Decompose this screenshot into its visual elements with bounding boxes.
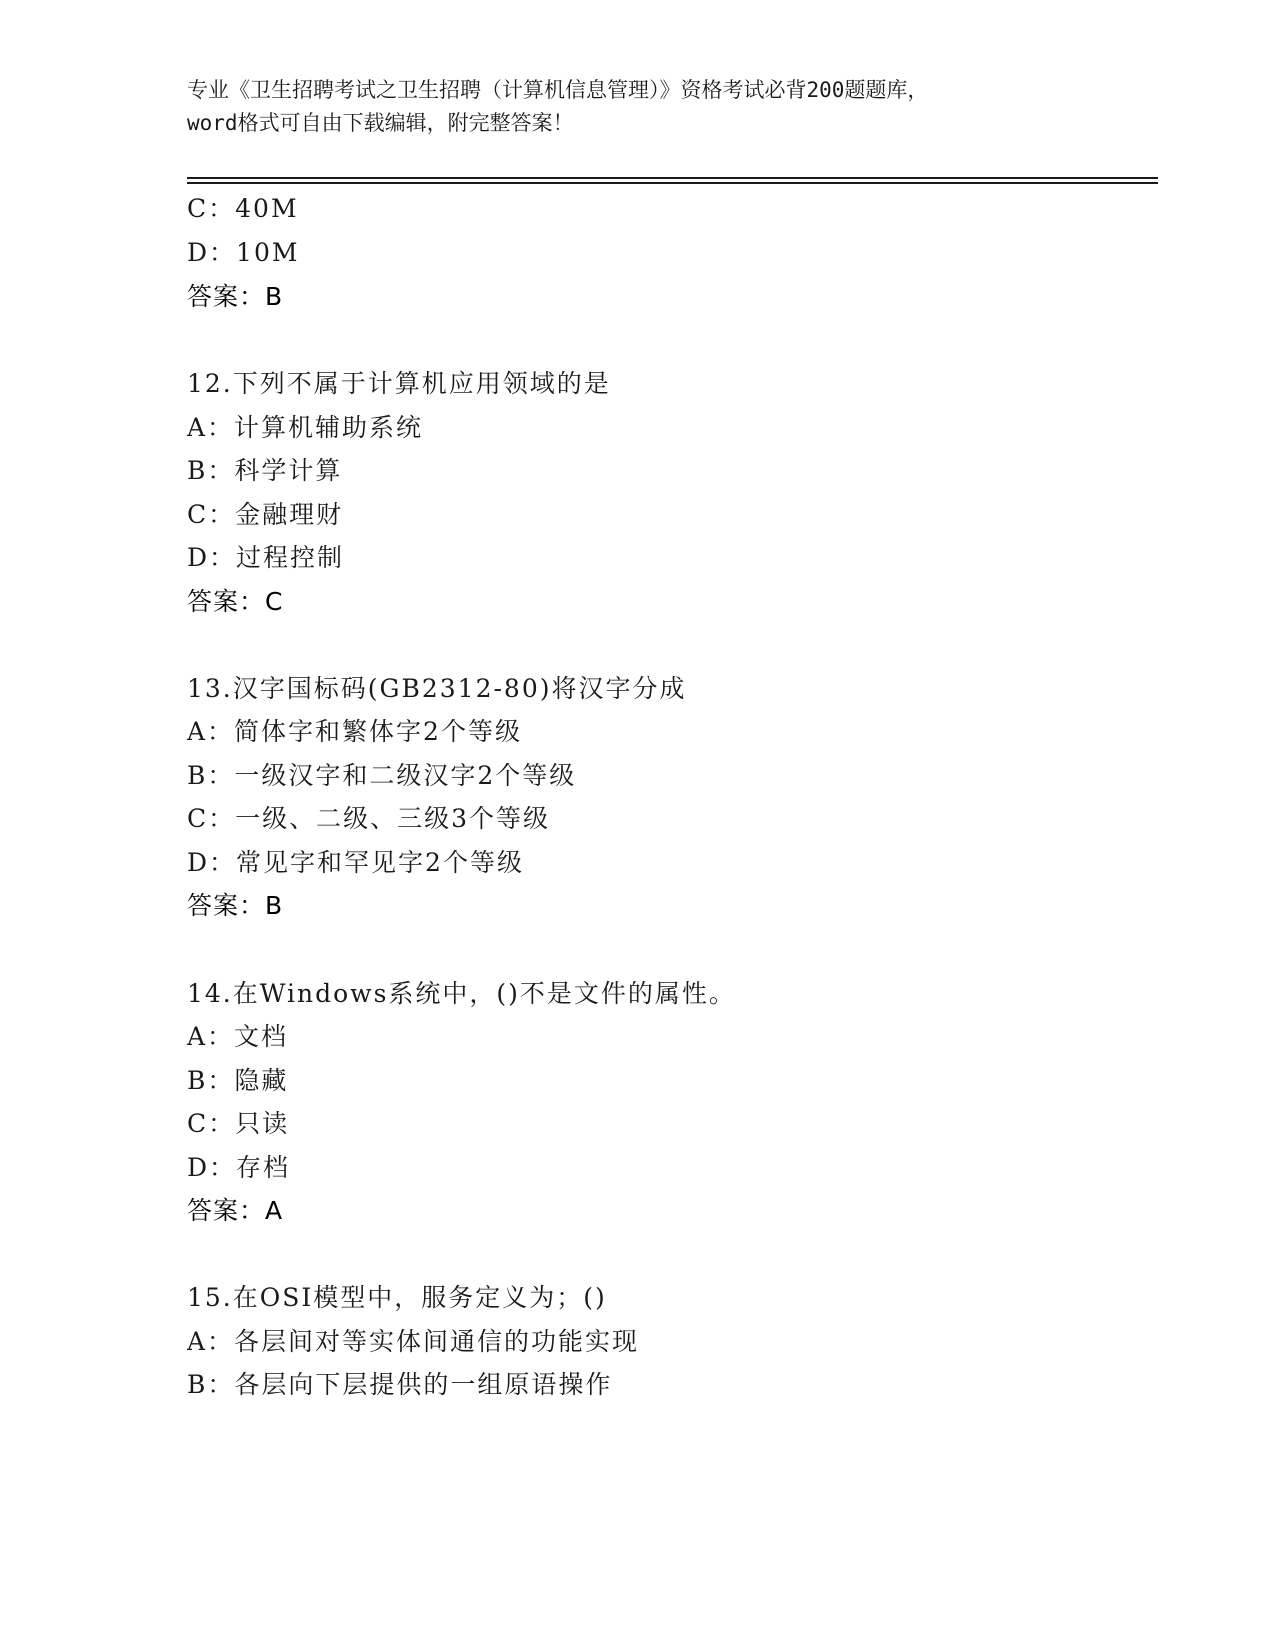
- prev-question-option-d: D：10M: [187, 238, 300, 267]
- question-option: A：计算机辅助系统: [187, 413, 424, 442]
- question-answer: 答案：C: [187, 587, 284, 616]
- question-option: D：过程控制: [187, 543, 345, 572]
- question-answer: 答案：B: [187, 891, 284, 920]
- header-divider-bottom: [187, 182, 1158, 184]
- question-option: A：各层间对等实体间通信的功能实现: [187, 1327, 640, 1356]
- question-option: C：只读: [187, 1109, 290, 1138]
- question-stem: 14.在Windows系统中，()不是文件的属性。: [187, 979, 736, 1008]
- question-option: A：文档: [187, 1022, 289, 1051]
- question-option: C：金融理财: [187, 500, 344, 529]
- prev-question-answer: 答案：B: [187, 282, 284, 311]
- question-stem: 13.汉字国标码(GB2312-80)将汉字分成: [187, 674, 687, 703]
- question-option: D：常见字和罕见字2个等级: [187, 848, 524, 877]
- question-option: B：隐藏: [187, 1066, 289, 1095]
- header-divider-top: [187, 177, 1158, 179]
- header-title-line-1: 专业《卫生招聘考试之卫生招聘（计算机信息管理）》资格考试必背200题题库，: [187, 78, 929, 102]
- question-option: D：存档: [187, 1153, 291, 1182]
- question-option: B：科学计算: [187, 456, 343, 485]
- document-header: [187, 74, 1087, 140]
- prev-question-option-c: C：40M: [187, 194, 299, 223]
- question-option: B：一级汉字和二级汉字2个等级: [187, 761, 577, 790]
- question-stem: 15.在OSI模型中，服务定义为；(): [187, 1283, 607, 1312]
- question-stem: 12.下列不属于计算机应用领域的是: [187, 369, 611, 398]
- question-option: A：简体字和繁体字2个等级: [187, 717, 522, 746]
- question-option: C：一级、二级、三级3个等级: [187, 804, 551, 833]
- header-title-line-2: word格式可自由下载编辑，附完整答案！: [187, 111, 574, 135]
- question-option: B：各层向下层提供的一组原语操作: [187, 1370, 613, 1399]
- question-answer: 答案：A: [187, 1196, 284, 1225]
